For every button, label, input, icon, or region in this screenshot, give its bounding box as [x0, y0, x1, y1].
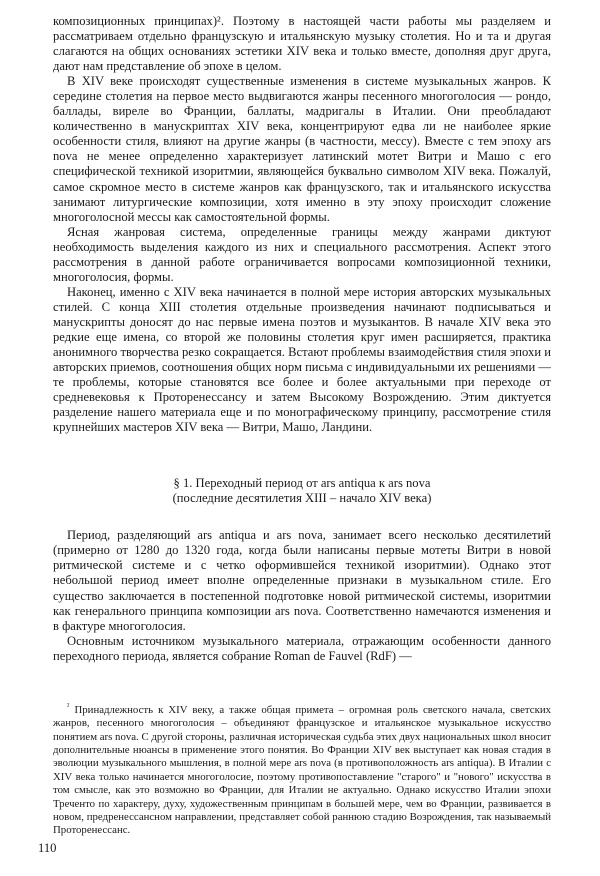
paragraph-author-styles: Наконец, именно с XIV века начинается в полной мере история авторских музыкальных стилей. С конца XIII столетия отдельные произведения начинают подписываться и манускрипты доносят до нас первые имена поэтов и музыкантов. В начале XIV века это редкие еще имена, со второй же половины столетия круг имен расширяется, практика анонимного творчества резко сокращается. Встают проблемы взаимодействия стиля эпохи и авторских приемов, соотношения общих норм письма с индивидуальными их решениями — те проблемы, которые становятся все более и более актуальными при переходе от средневековья к Проторенессансу и затем Высокому Возрождению. Этим диктуется разделение нашего материала еще и по монографическому принципу, рассмотрение стиля крупнейших мастеров XIV века — Витри, Машо, Ландини. [53, 284, 551, 435]
paragraph-sources: Основным источником музыкального материала, отражающим особенности данного переходного периода, является собрание Roman de Fauvel (RdF) — [53, 633, 551, 663]
page-body [53, 6, 551, 838]
paragraph-genres: В XIV веке происходят существенные изменения в системе музыкальных жанров. К середине столетия на первое место выдвигаются жанры песенного многоголосия — рондо, баллады, виреле во Франции, баллаты, мадригалы в Италии. Они преобладают количественно в манускриптах XIV века, концентрируют едва ли не наиболее яркие особенности стиля, влияют на другие жанры (в частности, мессу). Вместе с тем эпоху ars nova не менее определенно характеризует латинский мотет Витри и Машо с его специфической техникой изоритмии, являющейся буквально символом XIV века. Пожалуй, самое скромное место в системе жанров как французского, так и итальянского искусства занимают литургические композиции, хотя именно в эту эпоху происходит сложение многоголосной мессы как самостоятельной формы. [53, 74, 551, 224]
footnote-text: Принадлежность к XIV веку, а также общая примета – огромная роль светского начала, светских жанров, песенного многоголосия – объединяют французское и итальянское музыкальное искусство понятием ars nova. С другой стороны, различная историческая судьба этих двух национальных школ вносит дополнительные нюансы в применение этого понятия. Во Франции XIV век выступает как новая стадия в эволюции музыкального мышления, в полной мере ars nova (в противоположность ars antiqua). В Италии с XIV века только начинается многоголосие, поэтому противопоставление "старого" и "нового" искусства в том смысле, как это возможно во Франции, для Италии не актуально. Однако искусство Италии эпохи Треченто по характеру, духу, художественным принципам в большей мере, чем во Франции, развивается в новом, предренессансном направлении, представляет собой раннюю стадию Возрождения, так называемый Проторенессанс. [53, 703, 551, 837]
section-heading [53, 476, 551, 506]
paragraph-intro: композиционных принципах)². Поэтому в настоящей части работы мы разделяем и рассматриваем отдельно французскую и итальянскую музыку столетия. Но и та и другая слагаются на общих основаниях эстетики XIV века и только вместе, дополняя друг друга, дают нам представление об эпохе в целом. [53, 14, 551, 74]
page-number: 110 [38, 841, 57, 855]
footnote [53, 701, 551, 838]
paragraph-transition-period: Период, разделяющий ars antiqua и ars nova, занимает всего несколько десятилетий (примерно от 1280 до 1320 года, когда были написаны первые мотеты Витри в новой ритмической системе и с четко оформившейся техникой изоритмии). Однако этот небольшой период имеет вполне определенные признаки в музыкальном стиле. Его существо заключается в постепенной подготовке новой ритмической системы, изоритмии как генерального принципа композиции ars nova. Соответственно намечаются изменения и в фактуре многоголосия. [53, 528, 551, 633]
paragraph-genre-system: Ясная жанровая система, определенные границы между жанрами диктуют необходимость выделения каждого из них и специального рассмотрения. Аспект этого рассмотрения в данной работе ограничивается вопросами композиционной техники, многоголосия, формы. [53, 224, 551, 284]
footnote-marker: ² [67, 701, 70, 711]
section-title: § 1. Переходный период от ars antiqua к ars nova [173, 476, 431, 491]
section-subtitle: (последние десятилетия XIII – начало XIV века) [172, 491, 432, 506]
